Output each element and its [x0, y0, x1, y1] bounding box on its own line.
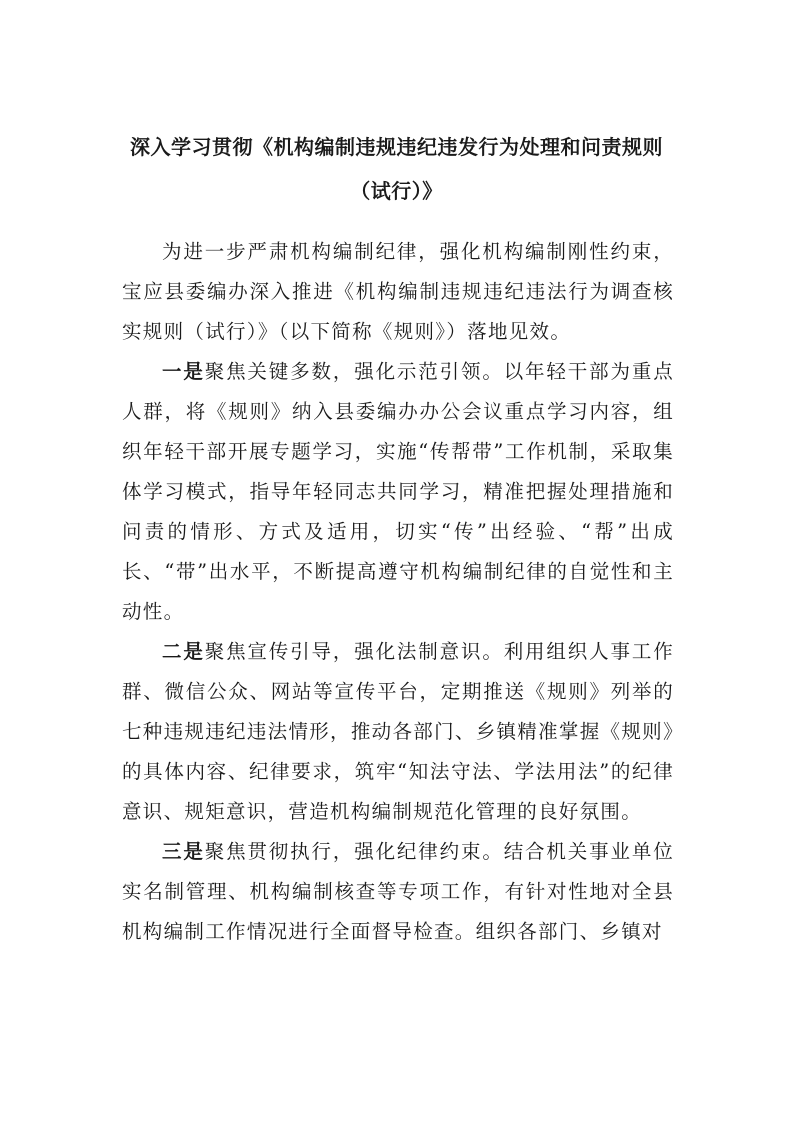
section-text-1: 聚焦关键多数，强化示范引领。以年轻干部为重点人群，将《规则》纳入县委编办办公会议重点学习内容，组织年轻干部开展专题学习，实施“传帮带”工作机制，采取集体学习模式，指导年轻同志共同学习，精准把握处理措施和问责的情形、方式及适用，切实“传”出经验、“帮”出成长、“带”出水平，不断提高遵守机构编制纪律的自觉性和主动性。 — [122, 360, 674, 623]
section-text-2: 聚焦宣传引导，强化法制意识。利用组织人事工作群、微信公众、网站等宣传平台，定期推送《规则》列举的七种违规违纪违法情形，推动各部门、乡镇精准掌握《规则》的具体内容、纪律要求，筑牢“知法守法、学法用法”的纪律意识、规矩意识，营造机构编制规范化管理的良好氛围。 — [122, 640, 674, 823]
section-paragraph-1 — [122, 352, 674, 632]
section-paragraph-2 — [122, 632, 674, 832]
intro-paragraph: 为进一步严肃机构编制纪律，强化机构编制刚性约束，宝应县委编办深入推进《机构编制违规违纪违法行为调查核实规则（试行）》（以下简称《规则》）落地见效。 — [122, 240, 674, 343]
section-lead-3: 三是 — [162, 840, 205, 863]
document-title-line-1: 深入学习贯彻《机构编制违规违纪违发行为处理和问责规则 — [130, 135, 663, 159]
document-title-line-2: （试行）》 — [350, 179, 443, 203]
section-lead-1: 一是 — [162, 360, 205, 383]
section-text-3: 聚焦贯彻执行，强化纪律约束。结合机关事业单位实名制管理、机构编制核查等专项工作，有针对性地对全县机构编制工作情况进行全面督导检查。组织各部门、乡镇对 — [122, 840, 674, 943]
document-body — [122, 232, 674, 952]
section-lead-2: 二是 — [162, 640, 205, 663]
section-paragraph-3 — [122, 832, 674, 952]
